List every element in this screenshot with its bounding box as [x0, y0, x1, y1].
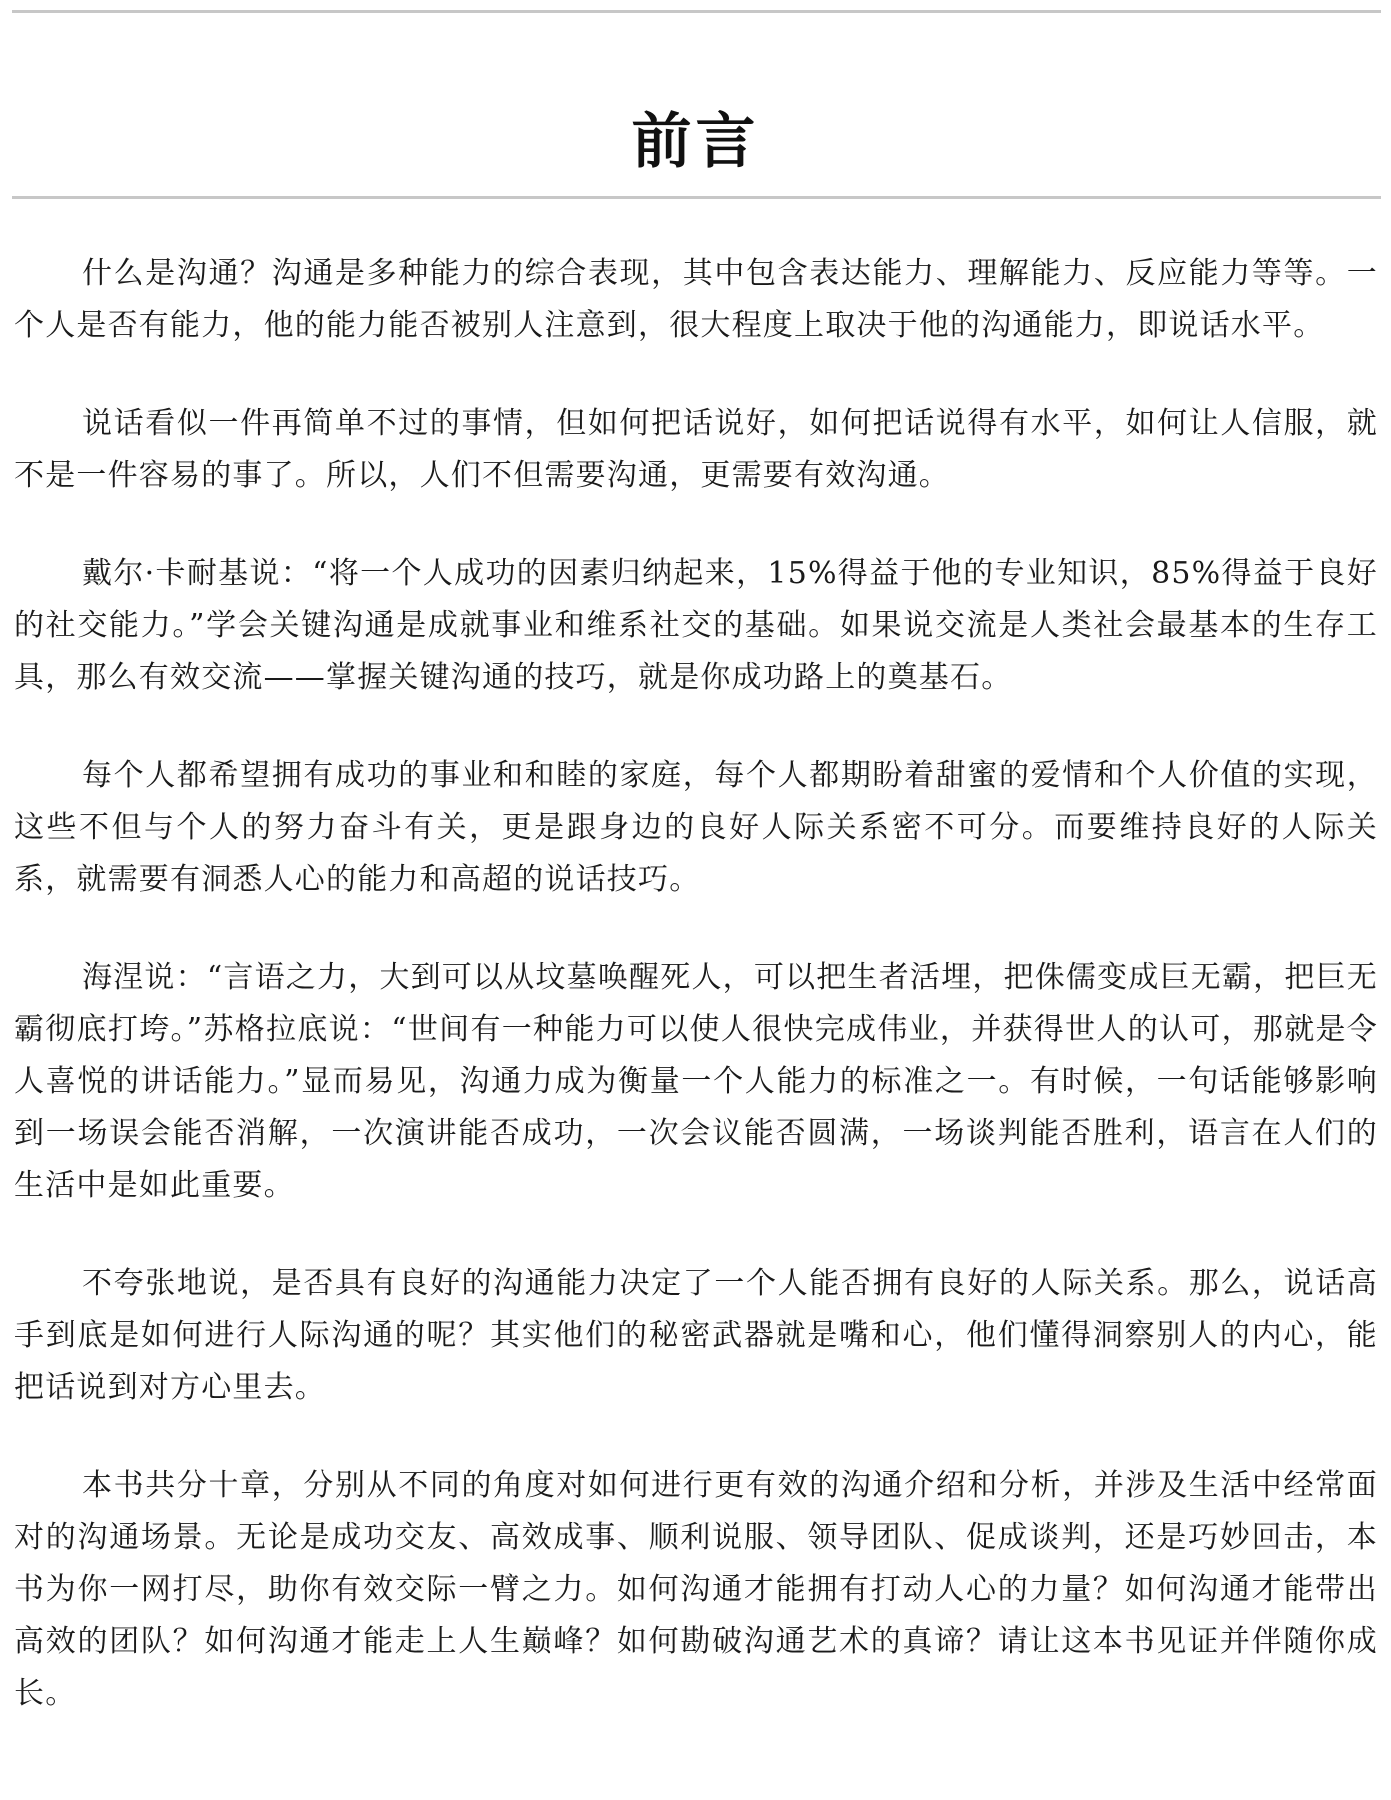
paragraph-6: 不夸张地说，是否具有良好的沟通能力决定了一个人能否拥有良好的人际关系。那么，说话高手到底是如何进行人际沟通的呢？其实他们的秘密武器就是嘴和心，他们懂得洞察别人的内心，能把话说到对方心里去。 — [14, 1266, 1378, 1405]
paragraph-1: 什么是沟通？沟通是多种能力的综合表现，其中包含表达能力、理解能力、反应能力等等。一个人是否有能力，他的能力能否被别人注意到，很大程度上取决于他的沟通能力，即说话水平。 — [14, 256, 1378, 343]
page-title: 前言 — [631, 107, 760, 178]
paragraph-5: 海涅说：“言语之力，大到可以从坟墓唤醒死人，可以把生者活埋，把侏儒变成巨无霸，把巨无霸彻底打垮。”苏格拉底说：“世间有一种能力可以使人很快完成伟业，并获得世人的认可，那就是令人喜悦的讲话能力。”显而易见，沟通力成为衡量一个人能力的标准之一。有时候，一句话能够影响到一场误会能否消解，一次演讲能否成功，一次会议能否圆满，一场谈判能否胜利，语言在人们的生活中是如此重要。 — [14, 960, 1378, 1203]
paragraph-7: 本书共分十章，分别从不同的角度对如何进行更有效的沟通介绍和分析，并涉及生活中经常面对的沟通场景。无论是成功交友、高效成事、顺利说服、领导团队、促成谈判，还是巧妙回击，本书为你一网打尽，助你有效交际一臂之力。如何沟通才能拥有打动人心的力量？如何沟通才能带出高效的团队？如何沟通才能走上人生巅峰？如何勘破沟通艺术的真谛？请让这本书见证并伴随你成长。 — [14, 1468, 1378, 1711]
paragraph-2: 说话看似一件再简单不过的事情，但如何把话说好，如何把话说得有水平，如何让人信服，就不是一件容易的事了。所以，人们不但需要沟通，更需要有效沟通。 — [14, 406, 1378, 493]
body-text — [14, 248, 1378, 1766]
paragraph-4: 每个人都希望拥有成功的事业和和睦的家庭，每个人都期盼着甜蜜的爱情和个人价值的实现，这些不但与个人的努力奋斗有关，更是跟身边的良好人际关系密不可分。而要维持良好的人际关系，就需要有洞悉人心的能力和高超的说话技巧。 — [14, 758, 1378, 897]
title-divider — [12, 196, 1381, 199]
top-divider — [12, 10, 1381, 13]
paragraph-3: 戴尔·卡耐基说：“将一个人成功的因素归纳起来，15%得益于他的专业知识，85%得益于良好的社交能力。”学会关键沟通是成就事业和维系社交的基础。如果说交流是人类社会最基本的生存工具，那么有效交流——掌握关键沟通的技巧，就是你成功路上的奠基石。 — [14, 556, 1378, 695]
